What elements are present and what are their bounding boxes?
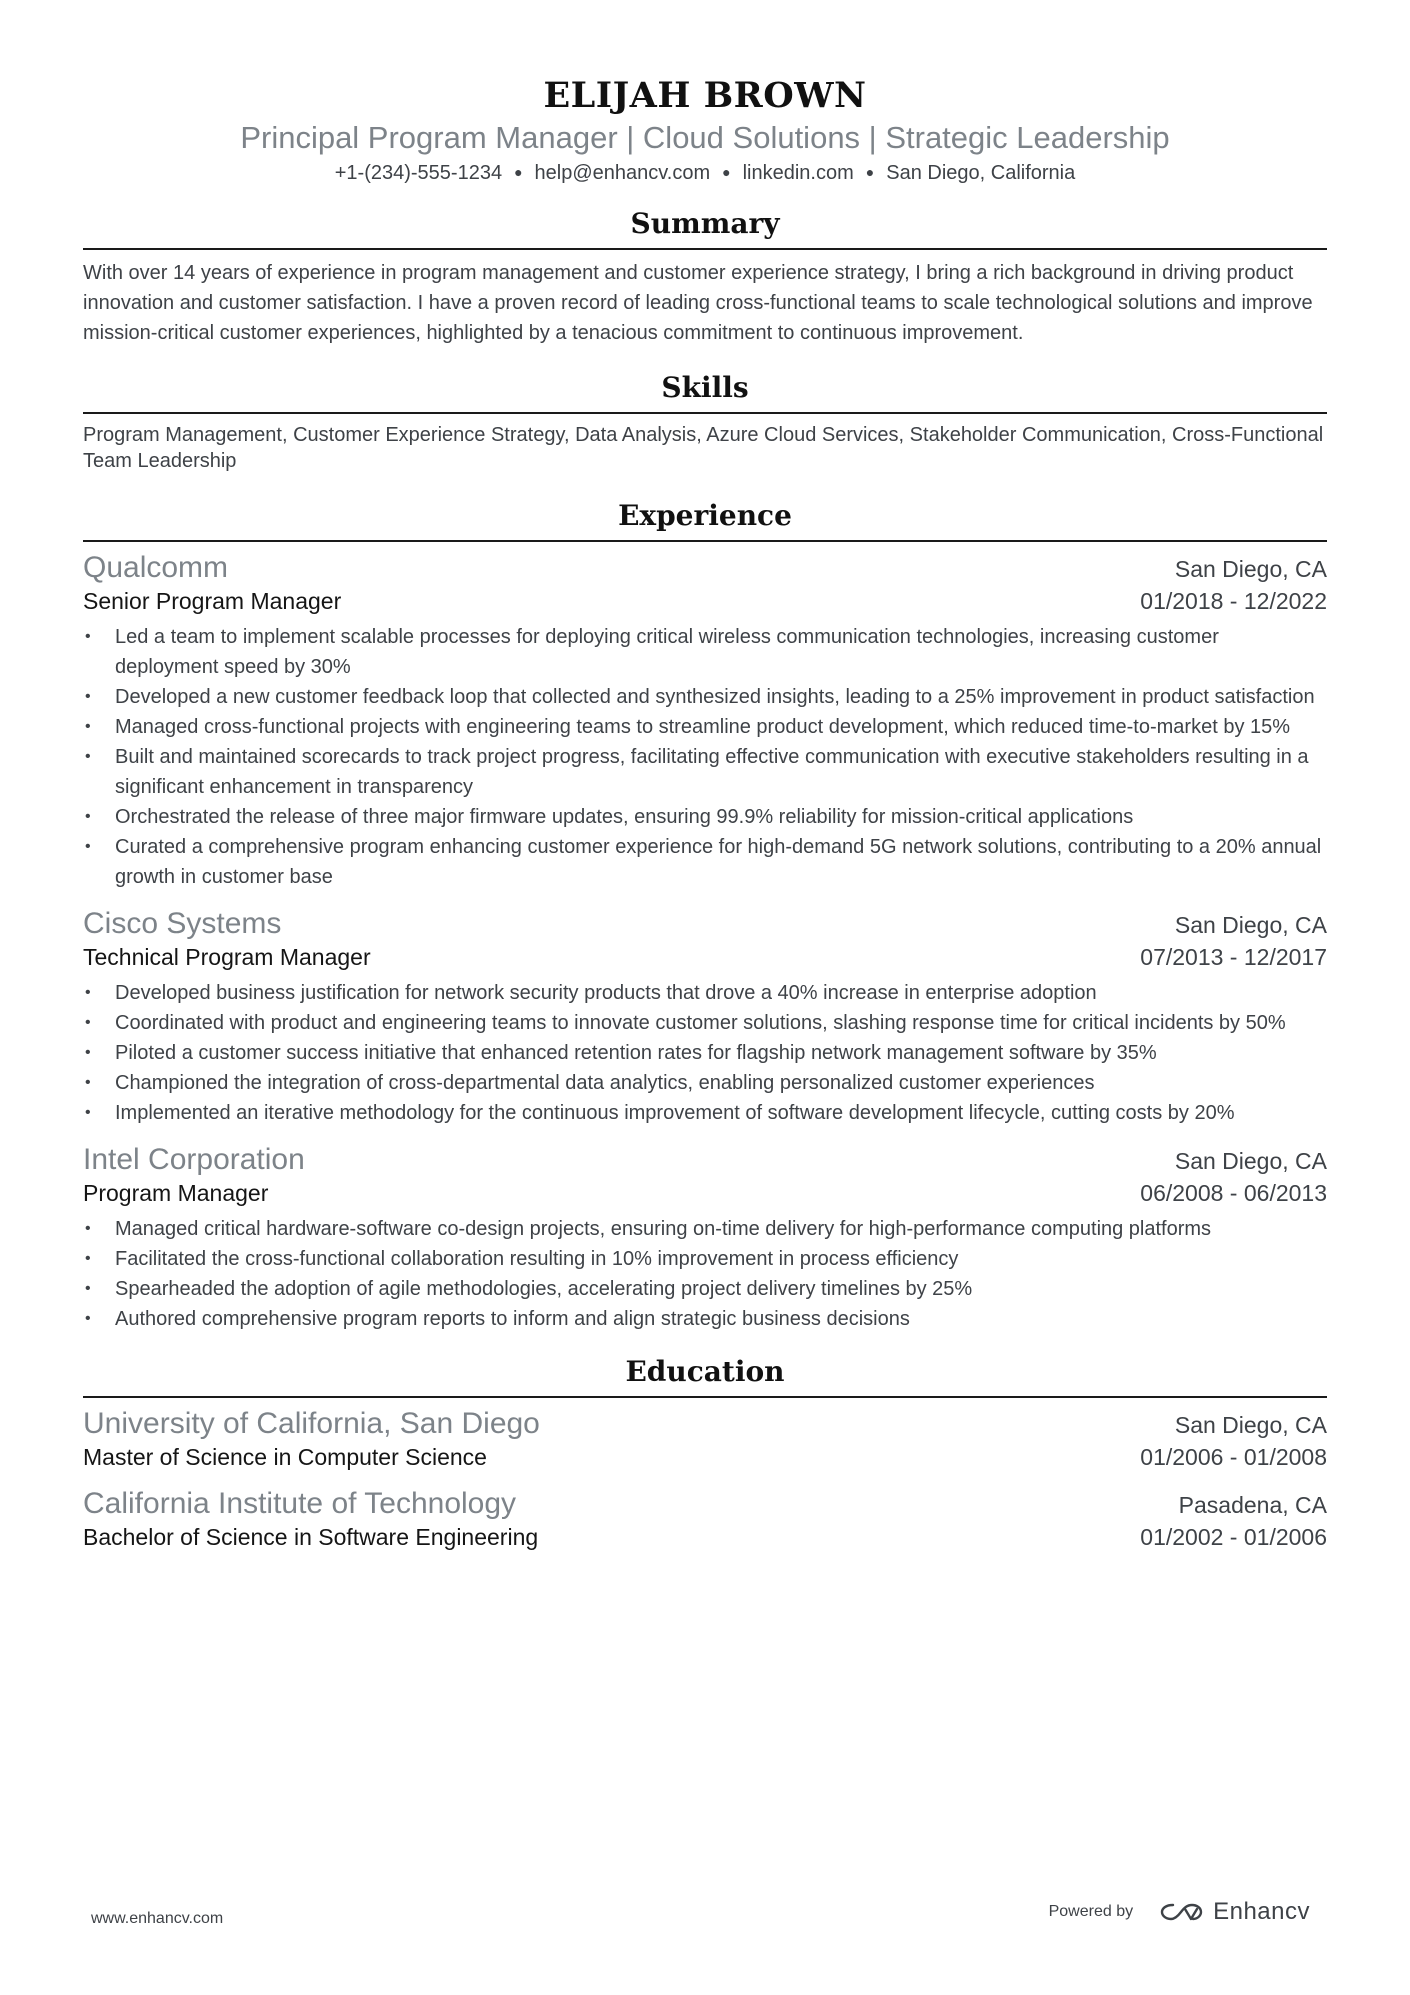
school-name: California Institute of Technology	[83, 1487, 517, 1520]
job-dates: 07/2013 - 12/2017	[1140, 944, 1327, 970]
education-title: Education	[625, 1355, 785, 1388]
summary-text: With over 14 years of experience in program management and customer experience strategy, I bring a rich background in driving product innovation and customer satisfaction. I have a proven record of leading cross-functional teams to scale technological solutions and improve mission-critical customer experiences, highlighted by a tenacious commitment to continuous improvement.	[83, 262, 1313, 344]
education-dates: 01/2006 - 01/2008	[1140, 1444, 1327, 1470]
school-location: San Diego, CA	[1174, 1412, 1327, 1438]
job-bullet: • Facilitated the cross-functional collaboration resulting in 10% improvement in process efficiency	[83, 1244, 1327, 1274]
job-location: San Diego, CA	[1174, 912, 1327, 938]
job-bullet: • Managed cross-functional projects with engineering teams to streamline product development, which reduced time-to-market by 15%	[83, 712, 1327, 742]
job-bullet: • Led a team to implement scalable processes for deploying critical wireless communication technologies, increasing customer deployment speed by 30%	[83, 622, 1327, 682]
job-location: San Diego, CA	[1174, 1148, 1327, 1174]
experience-entry	[83, 550, 1327, 892]
company-name: Intel Corporation	[83, 1143, 305, 1176]
footer-website-link[interactable]: www.enhancv.com	[91, 1910, 224, 1927]
job-title: Technical Program Manager	[83, 944, 371, 970]
skills-text: Program Management, Customer Experience Strategy, Data Analysis, Azure Cloud Services, Stakeholder Communication, Cross-Functional Team Leadership	[83, 424, 1324, 472]
powered-by-label: Powered by	[1048, 1903, 1134, 1920]
job-bullet: • Piloted a customer success initiative that enhanced retention rates for flagship network management software by 35%	[83, 1038, 1327, 1068]
experience-entry	[83, 906, 1327, 1128]
job-bullet: • Orchestrated the release of three major firmware updates, ensuring 99.9% reliability for mission-critical applications	[83, 802, 1327, 832]
education-entry	[83, 1486, 1327, 1552]
section-divider	[83, 248, 1327, 250]
contact-line	[83, 160, 1327, 187]
job-title: Program Manager	[83, 1180, 269, 1206]
bullet-separator-icon: ●	[514, 164, 523, 180]
section-divider	[83, 1396, 1327, 1398]
degree-name: Master of Science in Computer Science	[83, 1444, 487, 1470]
linkedin-link[interactable]: linkedin.com	[742, 162, 854, 184]
job-bullet: • Coordinated with product and engineering teams to innovate customer solutions, slashing response time for critical incidents by 50%	[83, 1008, 1327, 1038]
section-divider	[83, 412, 1327, 414]
job-bullet: • Developed business justification for network security products that drove a 40% increase in enterprise adoption	[83, 978, 1327, 1008]
job-bullet: • Spearheaded the adoption of agile methodologies, accelerating project delivery timelines by 25%	[83, 1274, 1327, 1304]
candidate-headline: Principal Program Manager | Cloud Solutions | Strategic Leadership	[240, 120, 1170, 155]
job-bullet: • Developed a new customer feedback loop that collected and synthesized insights, leading to a 25% improvement in product satisfaction	[83, 682, 1327, 712]
skills-title: Skills	[661, 371, 749, 404]
experience-entry	[83, 1142, 1327, 1334]
job-bullets	[83, 622, 1327, 892]
company-name: Qualcomm	[83, 551, 229, 584]
location-text: San Diego, California	[886, 162, 1076, 184]
school-location: Pasadena, CA	[1178, 1492, 1327, 1518]
job-bullet: • Championed the integration of cross-departmental data analytics, enabling personalized customer experiences	[83, 1068, 1327, 1098]
job-bullets	[83, 978, 1327, 1128]
enhancv-brand-name: Enhancv	[1213, 1898, 1310, 1925]
job-dates: 06/2008 - 06/2013	[1140, 1180, 1327, 1206]
education-entry	[83, 1406, 1327, 1472]
education-section	[83, 1354, 1327, 1552]
job-bullet: • Curated a comprehensive program enhancing customer experience for high-demand 5G network solutions, contributing to a 20% annual growth in customer base	[83, 832, 1327, 892]
candidate-name: ELIJAH BROWN	[543, 75, 867, 116]
summary-title: Summary	[630, 207, 780, 240]
resume-page	[83, 0, 1327, 1552]
company-name: Cisco Systems	[83, 907, 282, 940]
job-bullet: • Authored comprehensive program reports to inform and align strategic business decisions	[83, 1304, 1327, 1334]
job-dates: 01/2018 - 12/2022	[1140, 588, 1327, 614]
bullet-separator-icon: ●	[865, 164, 875, 180]
experience-section	[83, 498, 1327, 1334]
experience-title: Experience	[618, 499, 792, 532]
job-bullets	[83, 1214, 1327, 1334]
enhancv-logo-icon	[1159, 1901, 1205, 1923]
skills-section	[83, 370, 1327, 474]
education-dates: 01/2002 - 01/2006	[1140, 1524, 1327, 1550]
job-location: San Diego, CA	[1174, 556, 1327, 582]
email-link[interactable]: help@enhancv.com	[534, 162, 711, 184]
section-divider	[83, 540, 1327, 542]
job-title: Senior Program Manager	[83, 588, 342, 614]
phone-number: +1-(234)-555-1234	[334, 162, 503, 184]
footer-branding[interactable]	[1049, 1898, 1310, 1926]
job-bullet: • Built and maintained scorecards to track project progress, facilitating effective communication with executive stakeholders resulting in a significant enhancement in transparency	[83, 742, 1327, 802]
bullet-separator-icon: ●	[722, 164, 731, 180]
degree-name: Bachelor of Science in Software Engineering	[83, 1524, 539, 1550]
school-name: University of California, San Diego	[83, 1407, 540, 1440]
job-bullet: • Implemented an iterative methodology for the continuous improvement of software development lifecycle, cutting costs by 20%	[83, 1098, 1327, 1128]
job-bullet: • Managed critical hardware-software co-design projects, ensuring on-time delivery for high-performance computing platforms	[83, 1214, 1327, 1244]
summary-section	[83, 206, 1327, 348]
